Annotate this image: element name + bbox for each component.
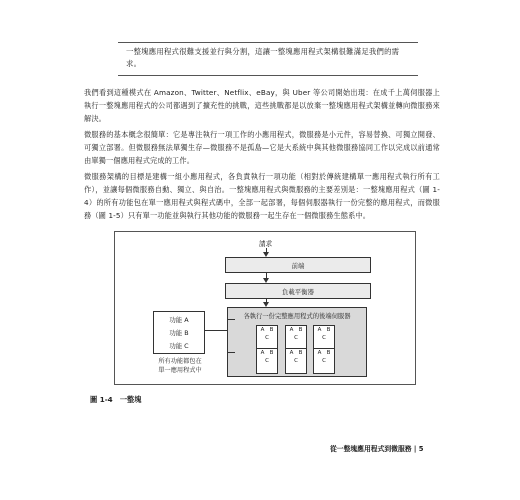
server-4: A B C	[256, 348, 278, 374]
function-a: 功能 A	[169, 316, 189, 324]
callout-text: 一整塊應用程式很難支援並行與分割，這讓一整塊應用程式架構很難滿足我們的需求。	[126, 47, 400, 68]
request-label: 請求	[259, 240, 273, 248]
load-balancer-label: 負載平衡器	[282, 287, 314, 296]
paragraph-1: 我們看到這種模式在 Amazon、Twitter、Netflix、eBay，與 Uber 等公司開始出現：在成千上萬伺服器上執行一整塊應用程式的公司都遇到了擴充性的挑戰，這些挑戰都是以放棄一整塊應用程式架構並轉向微服務來解決。	[84, 88, 440, 123]
monolith-connector-lower	[227, 352, 235, 353]
figure-caption: 圖 1-4 一整塊	[90, 395, 142, 404]
page-footer: 從一整塊應用程式到微服務 | 5	[330, 445, 424, 453]
function-b: 功能 B	[169, 329, 189, 337]
frontend-box	[225, 257, 371, 273]
callout-box	[118, 42, 418, 76]
backend-title: 各執行一份完整應用程式的後端伺服器	[243, 313, 351, 320]
server-5: A B C	[285, 348, 307, 374]
monolith-connector-upper	[227, 319, 235, 320]
monolith-connector	[205, 330, 227, 331]
server-2: A B C	[285, 325, 307, 351]
paragraph-3: 微服務架構的目標是建構一組小應用程式，各負責執行一項功能（相對於傳統建構單一應用程式執行所有工作），並讓每個微服務自動、獨立、與自治。一整塊應用程式與微服務的主要差別是：一整塊應用程式（圖 1-4）的所有功能包在單一應用程式與程式碼中，全部一起部署，每個伺服器執行一份完整的應用程式，而微服務（圖 1-5）只有單一功能並與執行其他功能的微服務一起生存在一個微服務生態系中。	[84, 172, 440, 220]
monolith-box	[153, 311, 205, 354]
backend-servers-box	[227, 307, 367, 377]
load-balancer-box	[225, 283, 371, 299]
paragraph-2: 微服務的基本概念很簡單：它是專注執行一項工作的小應用程式，微服務是小元件，容易替換、可獨立開發、可獨立部署。但微服務無法單獨生存—微服務不是孤島—它是大系統中與其他微服務協同工作以完成以前通常由單獨一個應用程式完成的工作。	[84, 130, 440, 165]
server-1: A B C	[256, 325, 278, 351]
server-3: A B C	[313, 325, 335, 351]
function-c: 功能 C	[169, 342, 189, 350]
frontend-label: 前端	[291, 261, 305, 270]
server-6: A B C	[313, 348, 335, 374]
monolith-caption: 所有功能都包在 單一應用程式中	[158, 358, 202, 374]
